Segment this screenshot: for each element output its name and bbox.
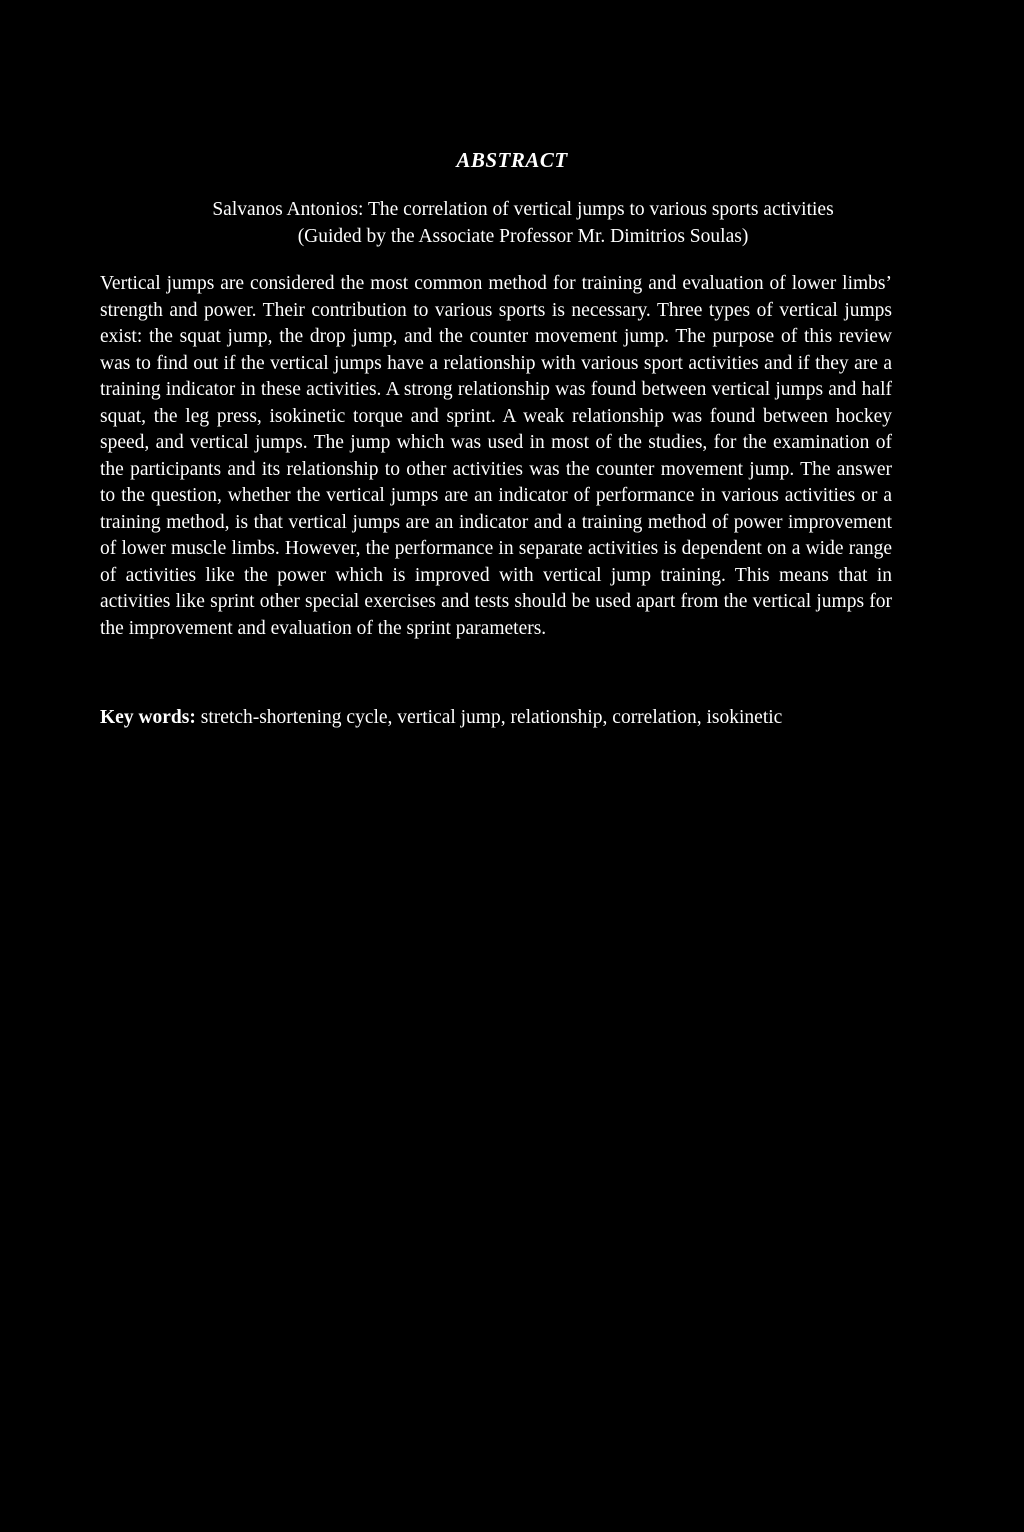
author-block: [100, 196, 946, 250]
author-title-line: Salvanos Antonios: The correlation of vertical jumps to various sports activities: [212, 199, 834, 220]
abstract-heading: ABSTRACT: [456, 148, 568, 172]
keywords-label: Key words:: [100, 707, 196, 728]
keywords-line: [100, 704, 960, 731]
abstract-body: Vertical jumps are considered the most common method for training and evaluation of lower limbs’ strength and power. Their contribution to various sports is necessary. Three types of vertical jumps exist: the squat jump, the drop jump, and the counter movement jump. The purpose of this review was to find out if the vertical jumps have a relationship with various sport activities and if they are a training indicator in these activities. A strong relationship was found between vertical jumps and half squat, the leg press, isokinetic torque and sprint. A weak relationship was found between hockey speed, and vertical jumps. The jump which was used in most of the studies, for the examination of the participants and its relationship to other activities was the counter movement jump. The answer to the question, whether the vertical jumps are an indicator of performance in various activities or a training method, is that vertical jumps are an indicator and a training method of power improvement of lower muscle limbs. However, the performance in separate activities is dependent on a wide range of activities like the power which is improved with vertical jump training. This means that in activities like sprint other special exercises and tests should be used apart from the vertical jumps for the improvement and evaluation of the sprint parameters.: [100, 273, 892, 639]
supervisor-line: (Guided by the Associate Professor Mr. Dimitrios Soulas): [297, 226, 749, 247]
keywords-list: stretch-shortening cycle, vertical jump, relationship, correlation, isokinetic: [200, 707, 783, 728]
